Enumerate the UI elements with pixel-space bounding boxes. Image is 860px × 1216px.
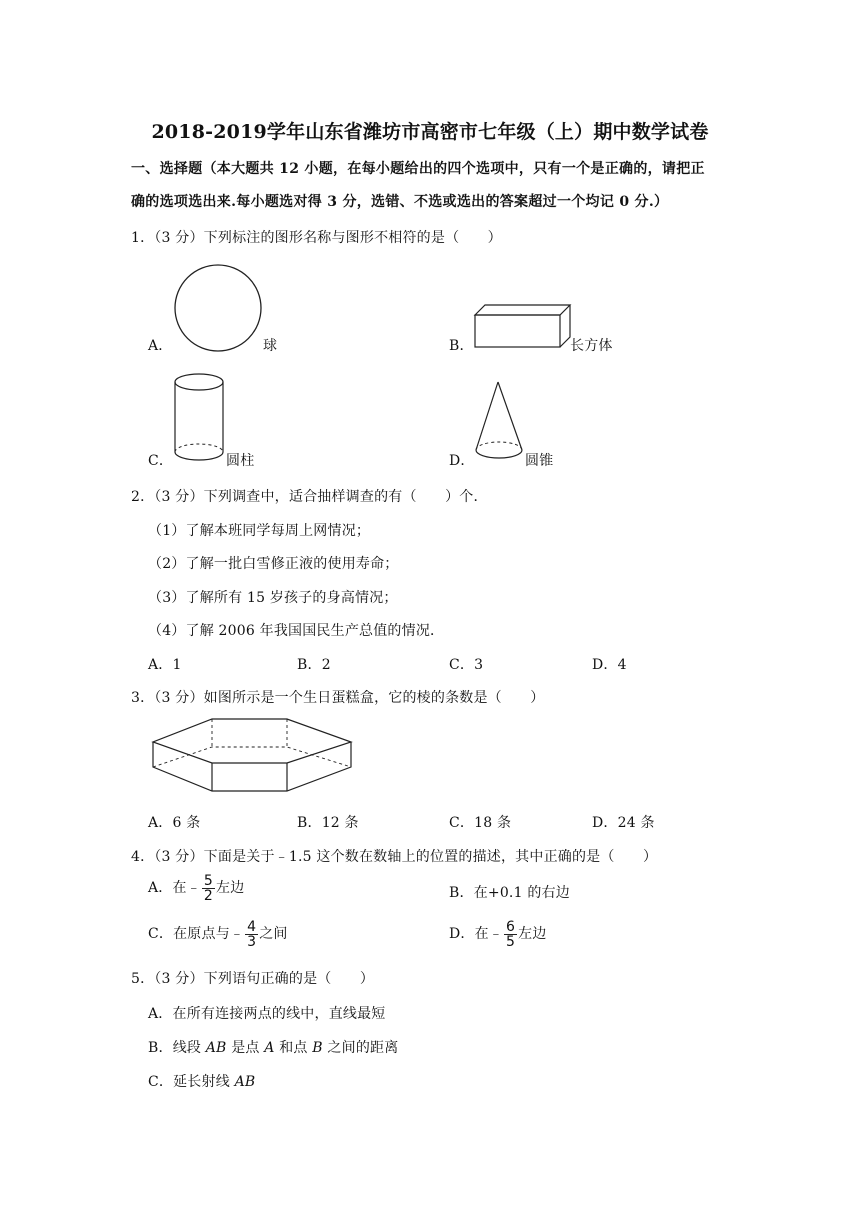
q1-option-a-label: A．	[148, 338, 173, 354]
q2-item-2: （2）了解一批白雪修正液的使用寿命；	[148, 556, 399, 572]
q5-option-b: B．线段 AB 是点 A 和点 B 之间的距离	[148, 1040, 399, 1056]
q2-item-4: （4）了解 2006 年我国国民生产总值的情况．	[148, 623, 445, 639]
q4-option-d: D．在﹣ $\frac{6}{5}$ 左边	[449, 918, 547, 950]
q2-item-1: （1）了解本班同学每周上网情况；	[148, 523, 371, 539]
q1-option-d-label: D．	[449, 453, 475, 469]
fraction-5-2: $\frac{5}{2}$	[203, 872, 214, 904]
q5-option-c: C．延长射线 AB	[148, 1074, 256, 1090]
q2-option-d: D．4	[592, 657, 627, 673]
q4-option-c: C．在原点与﹣ $\frac{4}{3}$ 之间	[148, 918, 288, 950]
section-instructions-line2: 确的选项选出来.每小题选对得 3 分，选错、不选或选出的答案超过一个均记 0 分.）	[131, 194, 669, 210]
q4-option-b: B．在+0.1 的右边	[449, 885, 570, 901]
q2-item-3: （3）了解所有 15 岁孩子的身高情况；	[148, 590, 398, 606]
q1-stem: 1．（3 分）下列标注的图形名称与图形不相符的是（ ）	[131, 230, 502, 246]
q2-option-c: C．3	[449, 657, 484, 673]
minus-sign: ﹣	[186, 880, 201, 896]
q1-option-c-label: C．	[148, 453, 174, 469]
q2-option-b: B．2	[297, 657, 331, 673]
page-title: 2018-2019学年山东省潍坊市高密市七年级（上）期中数学试卷	[151, 121, 709, 143]
q3-option-b: B．12 条	[297, 815, 359, 831]
cone-figure	[472, 378, 532, 468]
q5-option-a: A．在所有连接两点的线中，直线最短	[148, 1006, 386, 1022]
minus-sign: ﹣	[229, 926, 245, 942]
fraction-4-3: $\frac{4}{3}$	[247, 918, 257, 950]
minus-sign: ﹣	[488, 926, 504, 942]
q3-option-d: D．24 条	[592, 815, 655, 831]
q5-stem: 5．（3 分）下列语句正确的是（ ）	[131, 971, 375, 987]
cylinder-figure	[172, 372, 232, 467]
q1-option-a-name: 球	[263, 338, 278, 354]
hexagonal-prism-figure	[145, 715, 360, 800]
q3-option-c: C．18 条	[449, 815, 512, 831]
q1-option-b-label: B．	[449, 338, 474, 354]
fraction-6-5: $\frac{6}{5}$	[506, 918, 516, 950]
q1-option-c-name: 圆柱	[226, 453, 255, 469]
q3-stem: 3．（3 分）如图所示是一个生日蛋糕盒，它的棱的条数是（ ）	[131, 690, 545, 706]
q4-option-a: A．在﹣ $\frac{5}{2}$ 左边	[148, 872, 245, 904]
cuboid-figure	[470, 303, 580, 353]
q4-stem: 4．（3 分）下面是关于﹣1.5 这个数在数轴上的位置的描述，其中正确的是（ ）	[131, 849, 658, 865]
q1-option-b-name: 长方体	[570, 338, 613, 354]
q3-option-a: A．6 条	[148, 815, 201, 831]
q2-stem: 2．（3 分）下列调查中，适合抽样调查的有（ ）个．	[131, 489, 488, 505]
sphere-figure	[170, 262, 270, 352]
q2-option-a: A．1	[148, 657, 182, 673]
section-instructions-line1: 一、选择题（本大题共 12 小题，在每小题给出的四个选项中，只有一个是正确的，请把正	[131, 161, 705, 177]
q1-option-d-name: 圆锥	[525, 453, 554, 469]
